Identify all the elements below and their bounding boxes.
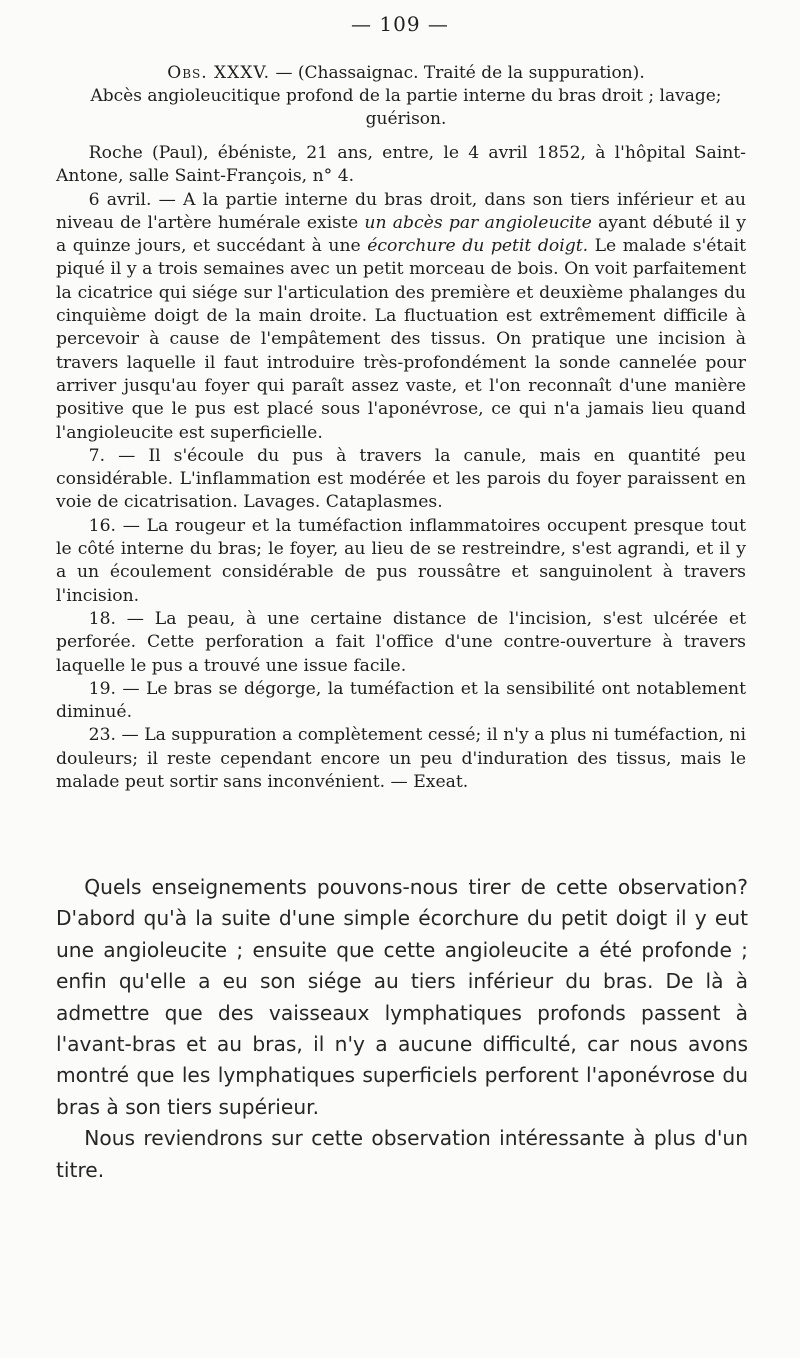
case-paragraph-april-6 xyxy=(56,189,746,445)
case-text-segment: ayant débuté il y a quinze jours, et succédant à une xyxy=(56,212,746,257)
observation-header xyxy=(66,62,746,131)
case-paragraph-day-7: 7. — Il s'écoule du pus à travers la canule, mais en quantité peu considérable. L'inflammation est modérée et les parois du foyer paraissent en voie de cicatrisation. Lavages. Cataplasmes. xyxy=(56,445,746,513)
observation-label: Obs. XXXV. xyxy=(167,63,271,83)
case-paragraph-day-16: 16. — La rougeur et la tuméfaction inflammatoires occupent presque tout le côté interne du bras; le foyer, au lieu de se restreindre, s'est agrandi, et il y a un écoulement considérable de pus roussâtre et sanguinolent à travers l'incision. xyxy=(56,515,746,606)
page-number: — 109 — xyxy=(351,12,449,36)
case-paragraph-day-23: 23. — La suppuration a complètement cessé; il n'y a plus ni tuméfaction, ni douleurs; il reste cependant encore un peu d'induration des tissus, mais le malade peut sortir sans inconvénient. — Exeat. xyxy=(56,725,746,793)
case-text-segment: Le malade s'était piqué il y a trois semaines avec un petit morceau de bois. On voit parfaitement la cicatrice qui siége sur l'articulation des première et deuxième phalanges du cinquième doigt de la main droite. La fluctuation est extrêmement difficile à percevoir à cause de l'empâtement des tissus. On pratique une incision à travers laquelle il faut introduire très-profondément la sonde cannelée pour arriver jusqu'au foyer qui paraît assez vaste, et l'on reconnaît d'une manière positive que le pus est placé sous l'aponévrose, ce qui n'a jamais lieu quand l'angioleucite est superficielle. xyxy=(56,236,746,443)
case-emphasis-scratch: écorchure du petit doigt. xyxy=(367,236,589,257)
observation-source: — (Chassaignac. Traité de la suppuration). xyxy=(270,63,645,83)
case-emphasis-abscess: un abcès par angioleucite xyxy=(364,212,592,233)
commentary-block xyxy=(56,872,748,1186)
commentary-paragraph: Quels enseignements pouvons-nous tirer de cette observation? D'abord qu'à la suite d'une simple écorchure du petit doigt il y eut une angioleucite ; ensuite que cette angioleucite a été profonde ; enfin qu'elle a eu son siége au tiers inférieur du bras. De là à admettre que des vaisseaux lymphatiques profonds passent à l'avant-bras et au bras, il n'y a aucune difficulté, car nous avons montré que les lymphatiques superficiels perforent l'aponévrose du bras à son tiers supérieur. xyxy=(56,875,748,1119)
observation-subtitle: Abcès angioleucitique profond de la partie interne du bras droit ; lavage; guérison. xyxy=(90,86,722,129)
case-paragraph-day-19: 19. — Le bras se dégorge, la tuméfaction et la sensibilité ont notablement diminué. xyxy=(56,678,746,723)
observation-title xyxy=(66,62,746,85)
case-text-segment: 6 avril. — A la partie interne du bras droit, dans son tiers inférieur et au niveau de l'artère humérale existe xyxy=(56,189,746,233)
case-paragraph-patient: Roche (Paul), ébéniste, 21 ans, entre, le 4 avril 1852, à l'hôpital Saint-Antone, salle Saint-François, n° 4. xyxy=(56,143,746,187)
case-paragraph-day-18: 18. — La peau, à une certaine distance de l'incision, s'est ulcérée et perforée. Cette perforation a fait l'office d'une contre-ouverture à travers laquelle le pus a trouvé une issue facile. xyxy=(56,608,746,676)
case-report xyxy=(56,142,746,794)
commentary-closing: Nous reviendrons sur cette observation intéressante à plus d'un titre. xyxy=(56,1126,748,1182)
